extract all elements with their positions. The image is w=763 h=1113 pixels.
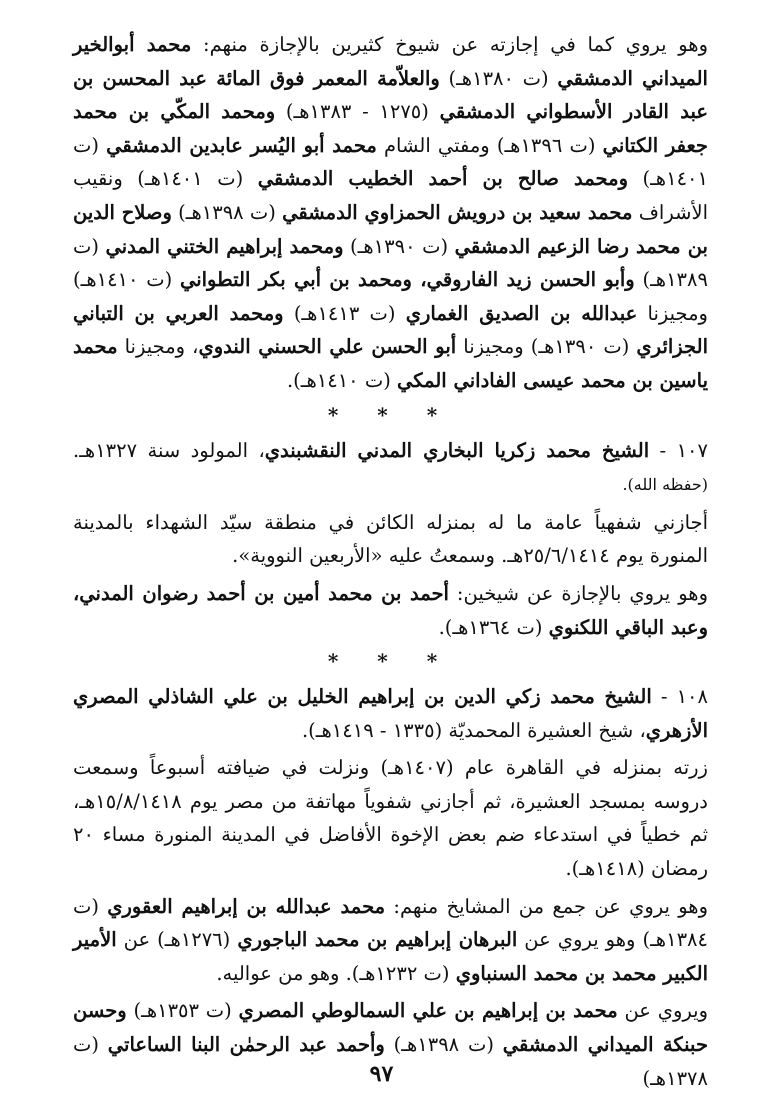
bold-name-run: أبو الحسن علي الحسني الندوي [198,335,457,359]
entry-107-heading [73,434,708,502]
text-run: (ت ١٤١٠هـ) ومجيزنا [73,268,708,325]
entry-108-chain [73,890,708,991]
bold-name-run: ومحمد إبراهيم الختني المدني [105,234,344,258]
entry-108-heading [73,680,708,747]
bold-name-run: محمد أبو اليُسر عابدين الدمشقي [106,133,377,157]
text-run: (ت ١٣٨٠هـ) [439,66,558,90]
text-run: ، المولود سنة ١٣٢٧هـ. [73,438,265,462]
bold-name-run: الشيخ محمد زكريا البخاري المدني النقشبندي [264,438,650,462]
text-block [73,28,708,1095]
text-run: (ت ١٣٥٣هـ) [126,999,239,1023]
bold-name-run: عبدالله بن الصديق الغماري [405,301,638,325]
bold-name-run: محمد عبدالله بن إبراهيم العقوري [107,894,386,918]
entry-107-chain [73,577,708,644]
entry-108-ijaza [73,751,708,885]
text-run: (ت ١٣٩٠هـ) [343,234,455,258]
section-separator: * * * [327,402,454,427]
bold-name-run: البرهان إبراهيم بن محمد الباجوري [237,928,518,952]
text-run: (ت ١٣٧٨هـ) [73,1033,708,1090]
paragraph-shuyukh-list [73,28,708,398]
bold-name-run: محمد سعيد بن درويش الحمزاوي الدمشقي [282,200,633,224]
section-separator: * * * [327,649,454,674]
bold-name-run: ومحمد صالح بن أحمد الخطيب الدمشقي [257,167,628,191]
bold-name-run: ومحمد العربي بن التباني الجزائري [73,301,708,359]
page-number: ٩٧ [369,1061,394,1087]
text-run: ١٠٨ - [651,685,708,709]
bold-name-run: ومحمد المكّي بن محمد جعفر الكتاني [73,100,708,157]
text-run: (ت ١٣٩٨هـ) [384,1033,503,1057]
text-run: (ت ١٤٠١هـ) [73,133,708,191]
text-run: ١٠٧ - [649,438,708,462]
bold-name-run: وأحمد عبد الرحمٰن البنا الساعاتي [107,1033,385,1057]
entry-107-ijaza [73,506,708,573]
text-run: (ت ١٣٨٩هـ) [73,234,708,292]
text-run: (ت ١٣٩٦هـ) ومفتي الشام [376,133,603,157]
text-run: أجازني شفهياً عامة ما له بمنزله الكائن في منطقة سيّد الشهداء بالمدينة المنورة يوم ٢٥/٦/١٤١٤هـ. وسمعتُ عليه «الأربعين النووية». [73,510,708,568]
bold-name-run: وصلاح الدين بن محمد رضا الزعيم الدمشقي [73,200,708,258]
text-run: (ت ١٤١٣هـ) [283,301,406,325]
bold-name-run: محمد أبوالخير الميداني الدمشقي [73,33,708,90]
bold-name-run: والعلاّمة المعمر فوق المائة عبد المحسن بن عبد القادر الأسطواني الدمشقي [73,66,708,124]
bold-name-run: وحسن حبنكة الميداني الدمشقي [73,999,708,1057]
text-run: (ت ١٤١٠هـ). [286,368,398,392]
text-run: (ت ١٣٩٨هـ) [171,200,283,224]
text-run: (ت ١٣٦٤هـ). [438,615,549,639]
text-run: وهو يروي عن جمع من المشايخ منهم: [385,894,709,918]
bold-name-run: أحمد بن محمد أمين بن أحمد رضوان المدني، وعبد الباقي اللكنوي [73,581,708,639]
note-run: (حفظه الله). [622,475,708,495]
text-run: (ت ١٣٨٤هـ) وهو يروي عن [73,894,708,952]
text-run: وهو يروي بالإجازة عن شيخين: [448,581,708,605]
text-run: ويروي عن [617,999,708,1023]
text-run: (ت ١٣٩٠هـ) ومجيزنا [456,335,637,359]
text-run: (ت ١٢٣٢هـ). وهو من عواليه. [216,961,456,985]
bold-name-run: الشيخ محمد زكي الدين بن إبراهيم الخليل بن علي الشاذلي المصري الأزهري [73,685,708,742]
text-run: وهو يروي كما في إجازته عن شيوخ كثيرين بالإجازة منهم: [191,33,708,56]
text-run: ، شيخ العشيرة المحمديّة (١٣٣٥ - ١٤١٩هـ). [301,718,646,742]
text-run: (١٢٧٦هـ) عن [116,928,238,952]
text-run: (ت ١٤٠١هـ) ونقيب الأشراف [73,167,708,224]
text-run: (١٢٧٥ - ١٣٨٣هـ) [275,100,440,124]
bold-name-run: محمد بن إبراهيم بن علي السمالوطي المصري [238,999,618,1023]
bold-name-run: محمد ياسين بن محمد عيسى الفاداني المكي [73,335,708,392]
text-run: ، ومجيزنا [117,335,199,359]
text-run: زرته بمنزله في القاهرة عام (١٤٠٧هـ) ونزلت في ضيافته أسبوعاً وسمعت دروسه بمسجد العشيرة، ثم أجازني شفوياً مهاتفة من مصر يوم ١٥/٨/١٤١٨هـ، ثم خطياً في استدعاء ضم بعض الإخوة الأفاضل في المدينة المنورة مساء ٢٠ رمضان (١٤١٨هـ). [73,756,708,881]
bold-name-run: الأمير الكبير محمد بن محمد السنباوي [73,928,708,985]
bold-name-run: وأبو الحسن زيد الفاروقي، ومحمد بن أبي بكر التطواني [179,268,635,292]
